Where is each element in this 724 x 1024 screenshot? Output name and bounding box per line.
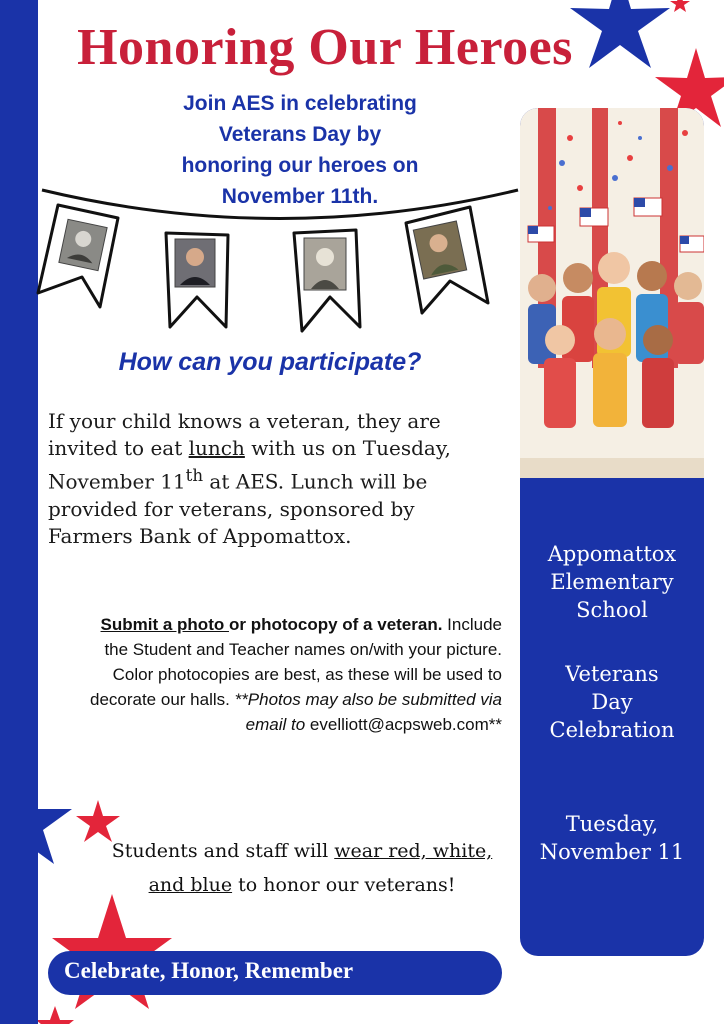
flag-icon	[680, 236, 704, 252]
child-figure	[544, 325, 576, 428]
tagline: Celebrate, Honor, Remember	[64, 958, 354, 983]
pennant	[294, 230, 360, 331]
pennant	[166, 233, 228, 327]
intro-line: November 11th.	[221, 185, 379, 208]
page-title: Honoring Our Heroes	[77, 19, 573, 76]
photo-paragraph: Submit a photo or photocopy of a veteran. Include the Student and Teacher names on/with your picture. Color photocopies are best, as these will be used to decorate our halls. **Photos may also be submitted via email to evelliott@acpsweb.com**	[89, 615, 502, 734]
child-figure	[674, 272, 704, 364]
person-icon	[316, 248, 334, 266]
intro-line: honoring our heroes on	[181, 154, 419, 177]
star-icon	[670, 0, 690, 12]
pennant	[406, 207, 488, 313]
event-date: Tuesday, November 11	[539, 812, 685, 864]
bunting-banner	[30, 185, 520, 335]
left-color-bar	[0, 0, 38, 1024]
flag-icon	[528, 226, 554, 242]
flag-icon	[634, 198, 662, 216]
intro-line: Veterans Day by	[218, 123, 382, 146]
child-figure	[642, 325, 674, 428]
children-illustration	[520, 108, 704, 478]
lunch-paragraph: If your child knows a veteran, they are invited to eat lunch with us on Tuesday, November 11th at AES. Lunch will be provided for veterans, sponsored by Farmers Bank of Appomattox.	[48, 409, 451, 548]
participate-heading: How can you participate?	[118, 348, 422, 376]
flag-icon	[580, 208, 608, 226]
star-icon	[36, 1006, 74, 1024]
child-figure	[593, 318, 627, 427]
dress-paragraph: Students and staff will wear red, white, and blue to honor our veterans!	[111, 840, 493, 896]
submit-photo-link: Submit a photo	[100, 615, 229, 634]
lunch-link: lunch	[188, 436, 245, 460]
email-address: evelliott@acpsweb.com	[309, 715, 489, 734]
intro-line: Join AES in celebrating	[183, 92, 417, 115]
event-name: Veterans Day Celebration	[549, 662, 675, 742]
school-name: Appomattox Elementary School	[547, 542, 677, 622]
person-icon	[186, 248, 204, 266]
pennant	[38, 205, 118, 307]
